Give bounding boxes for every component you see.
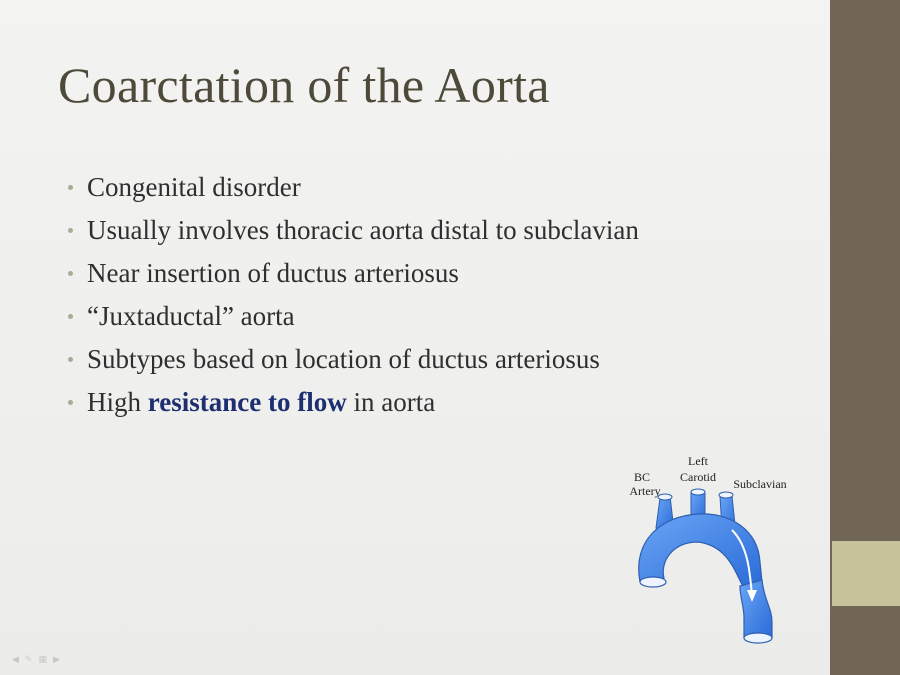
bullet-text: Usually involves thoracic aorta distal to subclavian	[87, 215, 639, 245]
bullet-item	[62, 338, 639, 381]
next-icon[interactable]: ▶	[52, 655, 60, 665]
subclavian-opening	[719, 492, 733, 498]
menu-icon[interactable]: ▦	[38, 655, 47, 665]
bullet-dot-icon	[68, 357, 73, 362]
left-carotid-opening	[691, 489, 705, 495]
bullet-text: “Juxtaductal” aorta	[87, 301, 295, 331]
bullet-item	[62, 252, 639, 295]
descending-aorta	[740, 580, 772, 638]
slide-controls	[12, 655, 60, 665]
side-accent-block	[832, 541, 900, 606]
bc-label-line1: BC	[633, 470, 651, 484]
bullet-list	[62, 166, 639, 424]
aorta-diagram	[612, 450, 812, 655]
bullet-dot-icon	[68, 185, 73, 190]
bullet-text-pre: High	[87, 387, 148, 417]
bullet-dot-icon	[68, 228, 73, 233]
bc-label-line2: Artery	[629, 484, 661, 498]
bullet-dot-icon	[68, 314, 73, 319]
left-carotid-label-line1: Left	[688, 454, 708, 468]
bullet-text-post: in aorta	[346, 387, 436, 417]
pen-icon[interactable]: ✎	[24, 655, 33, 665]
bullet-text: Congenital disorder	[87, 172, 301, 202]
bullet-dot-icon	[68, 400, 73, 405]
bullet-item	[62, 209, 639, 252]
bullet-item	[62, 381, 639, 424]
bullet-text: Near insertion of ductus arteriosus	[87, 258, 459, 288]
subclavian-label: Subclavian	[733, 477, 787, 491]
descending-aorta-opening	[744, 633, 772, 643]
bullet-dot-icon	[68, 271, 73, 276]
bullet-item	[62, 166, 639, 209]
left-carotid-label-line2: Carotid	[680, 470, 716, 484]
prev-icon[interactable]: ◀	[12, 655, 19, 665]
bullet-emphasis: resistance to flow	[147, 387, 347, 417]
bullet-text: Subtypes based on location of ductus arteriosus	[87, 344, 600, 374]
slide-title: Coarctation of the Aorta	[58, 57, 550, 113]
bullet-item	[62, 295, 639, 338]
ascending-aorta-opening	[640, 577, 666, 587]
